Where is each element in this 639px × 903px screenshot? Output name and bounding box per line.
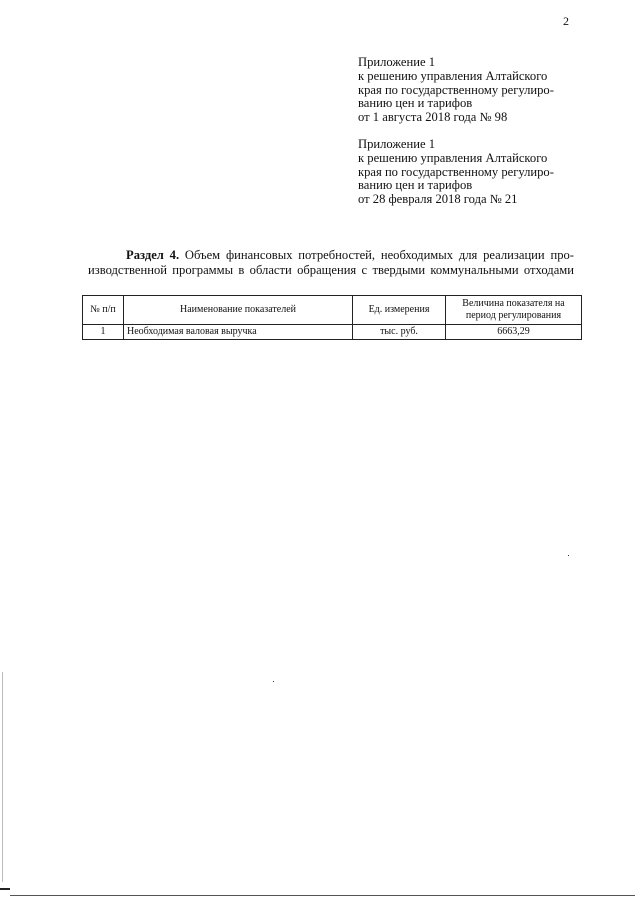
appendix-line: к решению управления Алтайского <box>358 68 548 83</box>
header-value: Величина показателя на период регулирования <box>446 296 582 325</box>
section-title-part-2: изводственной программы в области обращения с твердыми коммунальными отходами <box>88 262 574 277</box>
cell-unit: тыс. руб. <box>353 325 446 340</box>
appendix-line: Приложение 1 <box>358 55 436 69</box>
appendix-line: ванию цен и тарифов <box>358 178 473 193</box>
table-header-row <box>83 296 582 325</box>
page-number: 2 <box>563 14 569 28</box>
appendix-original-note <box>358 138 554 207</box>
table-row <box>83 325 582 340</box>
section-title-part-1: Объем финансовых потребностей, необходимых для реализации про- <box>179 248 574 262</box>
appendix-line: к решению управления Алтайского <box>358 150 548 165</box>
indicators-table <box>82 295 582 340</box>
section-heading-line-1 <box>88 248 574 263</box>
appendix-line: ванию цен и тарифов <box>358 96 473 111</box>
section-label: Раздел 4. <box>126 248 180 262</box>
scan-speck <box>273 681 274 682</box>
appendix-current-note <box>358 56 554 125</box>
section-heading <box>88 248 574 277</box>
scan-edge-line <box>2 672 3 882</box>
header-unit: Ед. измерения <box>353 296 446 325</box>
cell-num: 1 <box>83 325 124 340</box>
appendix-line: края по государственному регулиро- <box>358 164 554 179</box>
appendix-line: от 1 августа 2018 года № 98 <box>358 110 508 125</box>
scan-speck <box>568 555 569 556</box>
header-num: № п/п <box>83 296 124 325</box>
appendix-line: от 28 февраля 2018 года № 21 <box>358 192 518 207</box>
scan-bottom-line <box>10 895 635 896</box>
cell-name: Необходимая валовая выручка <box>124 325 353 340</box>
appendix-line: края по государственному регулиро- <box>358 82 554 97</box>
appendix-line: Приложение 1 <box>358 137 436 151</box>
cell-value: 6663,29 <box>446 325 582 340</box>
header-name: Наименование показателей <box>124 296 353 325</box>
scan-bottom-mark <box>0 888 10 890</box>
